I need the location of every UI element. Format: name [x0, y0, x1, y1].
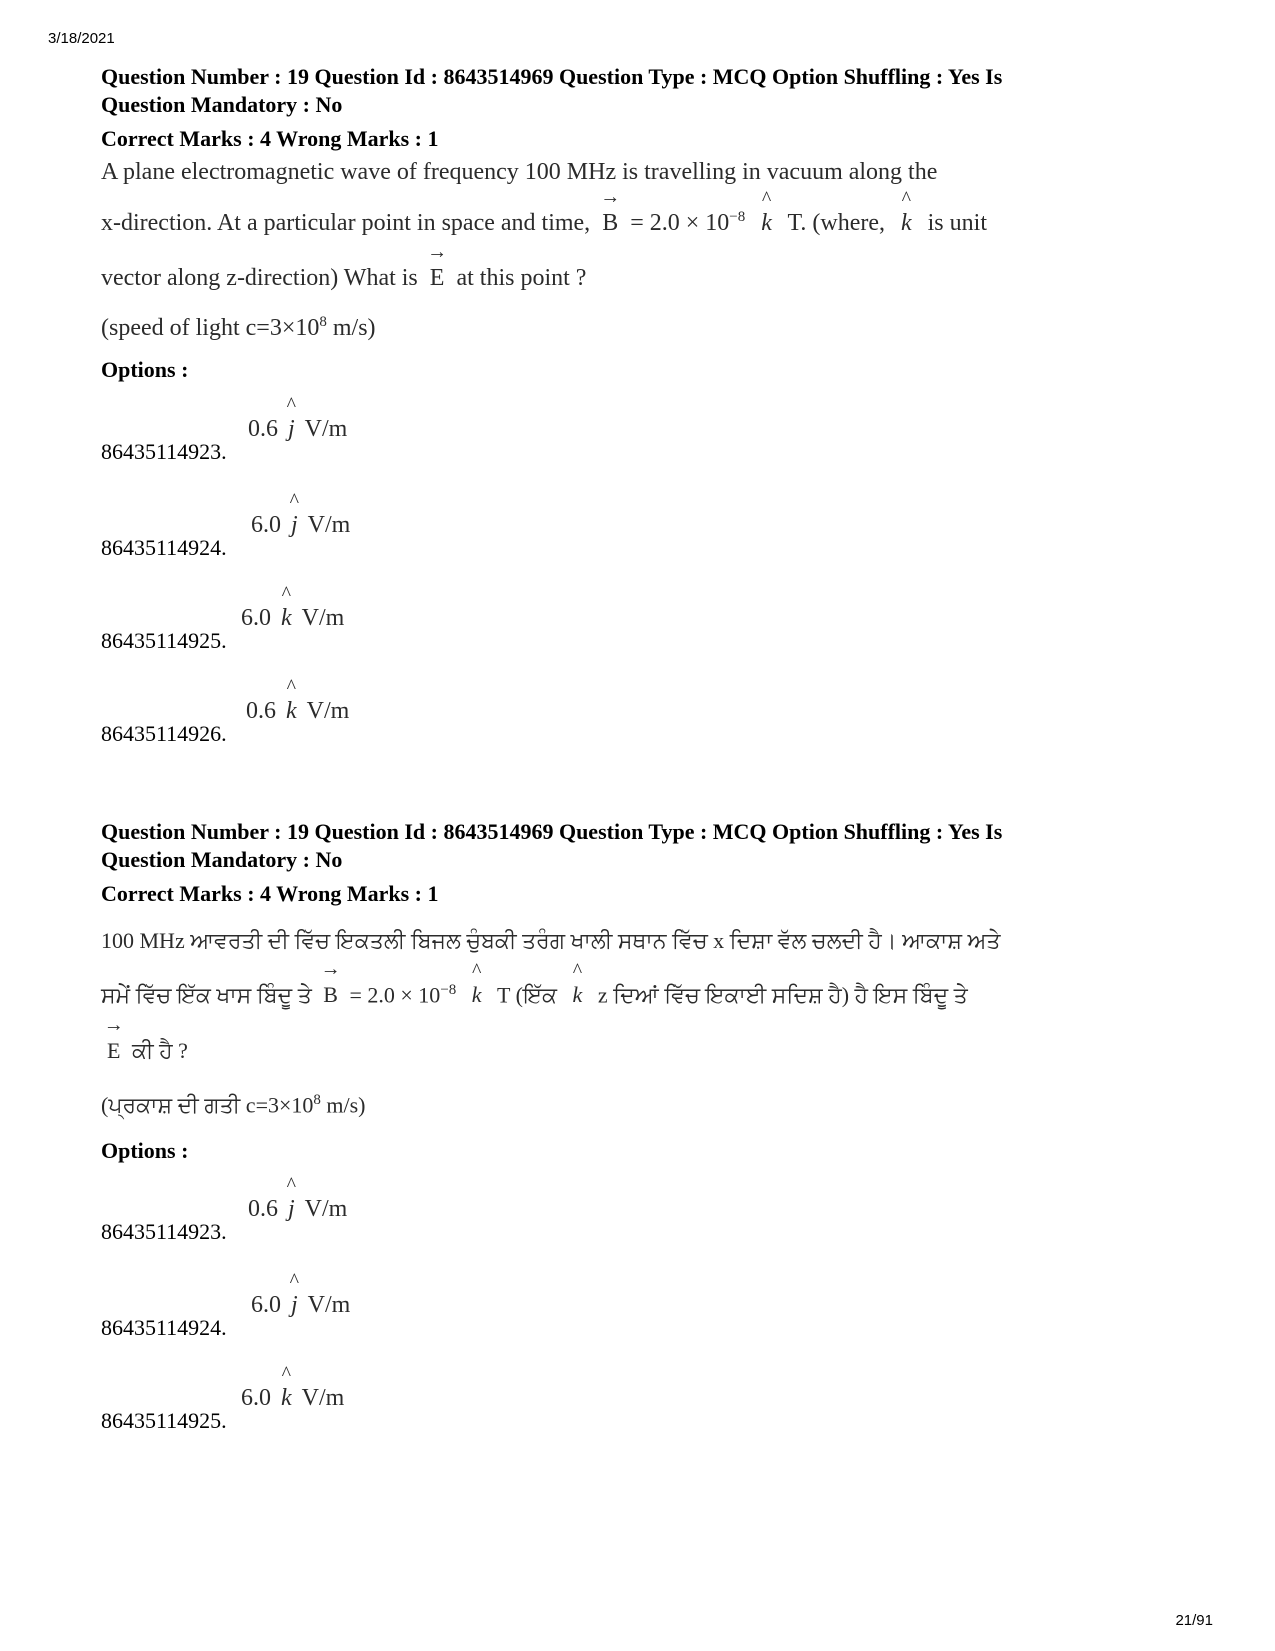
question-line-2-end: z ਦਿਆਂ ਵਿੱਚ ਇਕਾਈ ਸਦਿਸ਼ ਹੈ) ਹੈ ਇਸ ਬਿੰਦੂ ਤੇ — [597, 982, 968, 1008]
option-value: 0.6^ k V/m — [246, 698, 349, 725]
option-value: 6.0^ k V/m — [241, 605, 344, 632]
options-label: Options : — [101, 357, 189, 382]
option-item[interactable] — [101, 1165, 701, 1245]
speed-exponent: 8 — [319, 314, 327, 330]
question-block-punjabi — [101, 818, 1181, 1438]
question-line-4 — [101, 314, 376, 342]
speed-unit: m/s) — [320, 1092, 366, 1118]
question-meta-line2: Question Mandatory : No — [101, 92, 343, 117]
option-value: 6.0^ k V/m — [241, 1385, 344, 1412]
speed-of-light: (speed of light c=3×10 — [101, 315, 320, 341]
question-line-2-end: is unit — [927, 210, 987, 236]
question-line-2-mid: T (ਇੱਕ — [497, 982, 558, 1008]
b-value: = 2.0 × 10 — [630, 210, 730, 236]
question-marks: Correct Marks : 4 Wrong Marks : 1 — [101, 126, 439, 151]
b-value: = 2.0 × 10 — [349, 982, 441, 1008]
option-value: 6.0^ j V/m — [251, 512, 350, 539]
question-line-2-start: ਸਮੇਂ ਵਿੱਚ ਇੱਕ ਖਾਸ ਬਿੰਦੂ ਤੇ — [101, 982, 312, 1008]
question-line-2 — [101, 209, 987, 237]
vector-e-symbol: → E — [430, 265, 445, 292]
question-line-3-end: ਕੀ ਹੈ ? — [131, 1038, 188, 1063]
question-line-2-mid: T. (where, — [787, 210, 885, 236]
question-line-3 — [101, 265, 586, 292]
question-block-english — [101, 63, 1181, 753]
option-value: 0.6^ j V/m — [248, 1196, 347, 1223]
option-item[interactable] — [101, 667, 701, 747]
option-id: 86435114925. — [101, 628, 227, 653]
speed-of-light: (ਪ੍ਰਕਾਸ਼ ਦੀ ਗਤੀ c=3×10 — [101, 1092, 314, 1118]
question-line-2 — [101, 982, 968, 1008]
vector-b-symbol: → B — [323, 982, 338, 1008]
page-number: 21/91 — [1175, 1612, 1213, 1629]
question-marks: Correct Marks : 4 Wrong Marks : 1 — [101, 881, 439, 906]
question-meta-line1: Question Number : 19 Question Id : 8643514969 Question Type : MCQ Option Shuffling : Yes Is — [101, 819, 1003, 844]
question-line-3-start: vector along z-direction) What is — [101, 265, 418, 291]
unit-vector-k: ^ k — [761, 210, 772, 237]
question-line-3 — [101, 1038, 188, 1064]
vector-e-symbol: → E — [107, 1038, 120, 1064]
option-item[interactable] — [101, 1354, 701, 1434]
question-meta-line1: Question Number : 19 Question Id : 8643514969 Question Type : MCQ Option Shuffling : Yes Is — [101, 64, 1003, 89]
option-value: 0.6^ j V/m — [248, 416, 347, 443]
question-line-1: A plane electromagnetic wave of frequency 100 MHz is travelling in vacuum along the — [101, 159, 938, 185]
option-item[interactable] — [101, 574, 701, 654]
option-id: 86435114923. — [101, 439, 227, 464]
question-line-4 — [101, 1092, 366, 1118]
b-exponent: −8 — [440, 982, 457, 998]
print-date: 3/18/2021 — [48, 30, 115, 47]
unit-vector-k-2: ^ k — [573, 982, 583, 1008]
option-id: 86435114923. — [101, 1219, 227, 1244]
speed-unit: m/s) — [326, 315, 376, 341]
options-label: Options : — [101, 1138, 189, 1163]
unit-vector-k-2: ^ k — [901, 210, 912, 237]
question-line-2-start: x-direction. At a particular point in space and time, — [101, 210, 591, 236]
option-value: 6.0^ j V/m — [251, 1292, 350, 1319]
question-line-1: 100 MHz ਆਵਰਤੀ ਦੀ ਵਿੱਚ ਇਕਤਲੀ ਬਿਜਲ ਚੁੰਬਕੀ ਤਰੰਗ ਖਾਲੀ ਸਥਾਨ ਵਿੱਚ x ਦਿਸ਼ਾ ਵੱਲ ਚਲਦੀ ਹੈ। ਆਕਾਸ਼ ਅਤੇ — [101, 928, 1001, 953]
option-item[interactable] — [101, 385, 701, 465]
option-id: 86435114925. — [101, 1408, 227, 1433]
b-exponent: −8 — [729, 209, 746, 225]
option-id: 86435114924. — [101, 535, 227, 560]
option-item[interactable] — [101, 481, 701, 561]
unit-vector-k: ^ k — [472, 982, 482, 1008]
vector-b-symbol: → B — [602, 210, 618, 237]
option-item[interactable] — [101, 1261, 701, 1341]
speed-exponent: 8 — [313, 1092, 321, 1108]
option-id: 86435114926. — [101, 721, 227, 746]
question-line-3-end: at this point ? — [456, 265, 587, 291]
question-meta-line2: Question Mandatory : No — [101, 847, 343, 872]
option-id: 86435114924. — [101, 1315, 227, 1340]
